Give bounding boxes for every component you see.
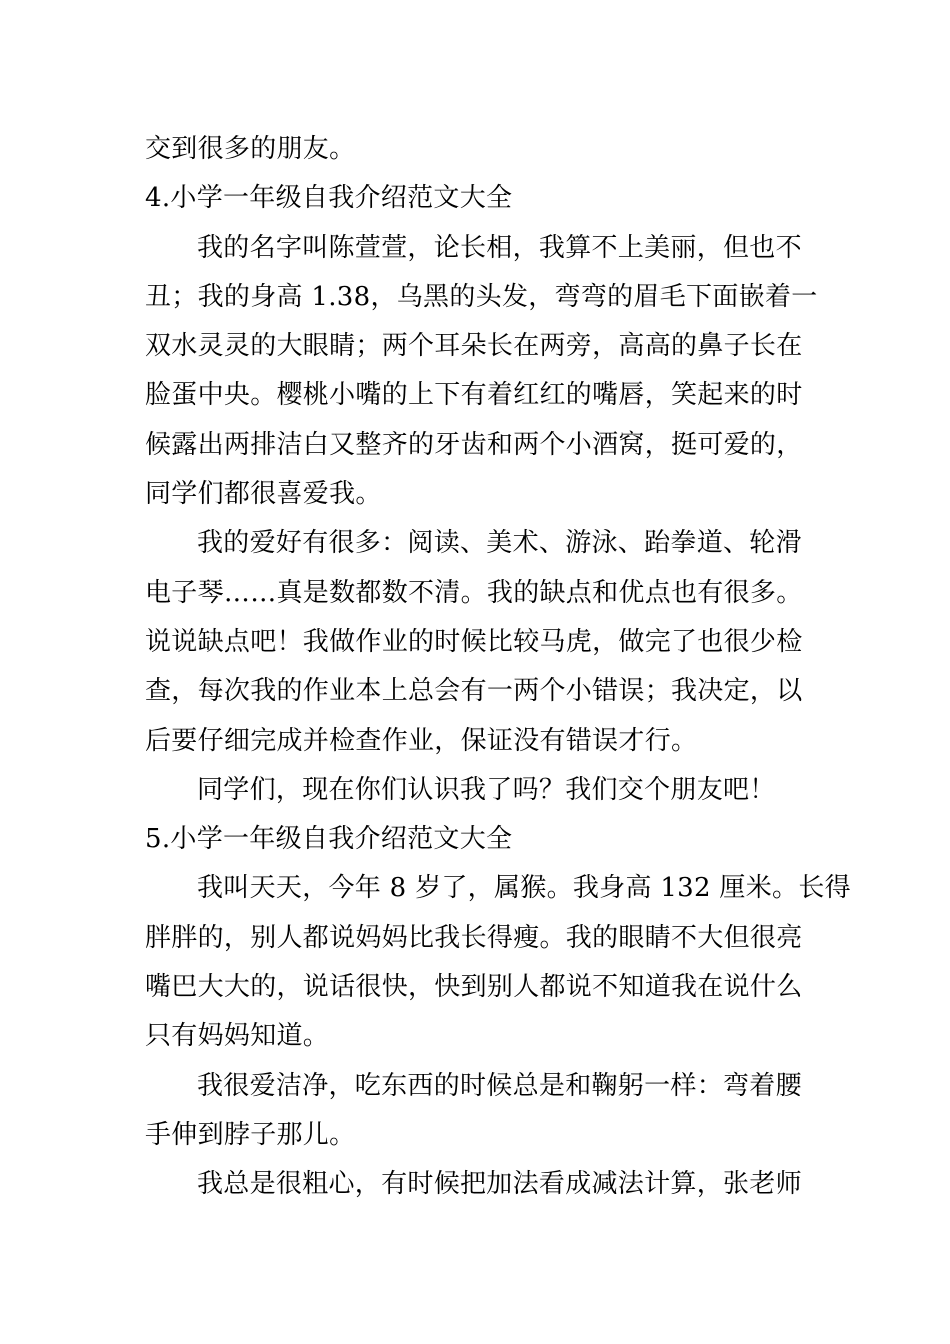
text-line: 手伸到脖子那儿。: [145, 1119, 356, 1150]
text-line: 嘴巴大大的，说话很快，快到别人都说不知道我在说什么: [145, 972, 803, 1003]
text-line: 丑；我的身高 1.38，乌黑的头发，弯弯的眉毛下面嵌着一: [145, 281, 818, 312]
text-line: 查，每次我的作业本上总会有一两个小错误；我决定，以: [145, 676, 803, 707]
text-line: 电子琴……真是数都数不清。我的缺点和优点也有很多。: [145, 577, 803, 608]
paragraph-first-line: 我叫天天，今年 8 岁了，属猴。我身高 132 厘米。长得: [197, 873, 851, 904]
paragraph-first-line: 我的名字叫陈萱萱，论长相，我算不上美丽，但也不: [197, 232, 802, 263]
text-line: 胖胖的，别人都说妈妈比我长得瘦。我的眼睛不大但很亮: [145, 922, 803, 953]
section-heading: 4.小学一年级自我介绍范文大全: [145, 183, 513, 214]
text-line: 同学们都很喜爱我。: [145, 479, 382, 510]
text-line: 双水灵灵的大眼睛；两个耳朵长在两旁，高高的鼻子长在: [145, 331, 803, 362]
paragraph-first-line: 同学们，现在你们认识我了吗？我们交个朋友吧！: [197, 774, 776, 805]
text-line: 只有妈妈知道。: [145, 1021, 330, 1052]
paragraph-first-line: 我很爱洁净，吃东西的时候总是和鞠躬一样：弯着腰: [197, 1070, 802, 1101]
paragraph-first-line: 我总是很粗心，有时候把加法看成减法计算，张老师: [197, 1169, 802, 1200]
section-heading: 5.小学一年级自我介绍范文大全: [145, 824, 513, 855]
text-line: 后要仔细完成并检查作业，保证没有错误才行。: [145, 725, 698, 756]
paragraph-first-line: 我的爱好有很多：阅读、美术、游泳、跆拳道、轮滑: [197, 528, 802, 559]
text-line: 候露出两排洁白又整齐的牙齿和两个小酒窝，挺可爱的，: [145, 429, 803, 460]
text-line: 说说缺点吧！我做作业的时候比较马虎，做完了也很少检: [145, 626, 803, 657]
text-line: 交到很多的朋友。: [145, 134, 356, 164]
text-line: 脸蛋中央。樱桃小嘴的上下有着红红的嘴唇，笑起来的时: [145, 380, 803, 411]
